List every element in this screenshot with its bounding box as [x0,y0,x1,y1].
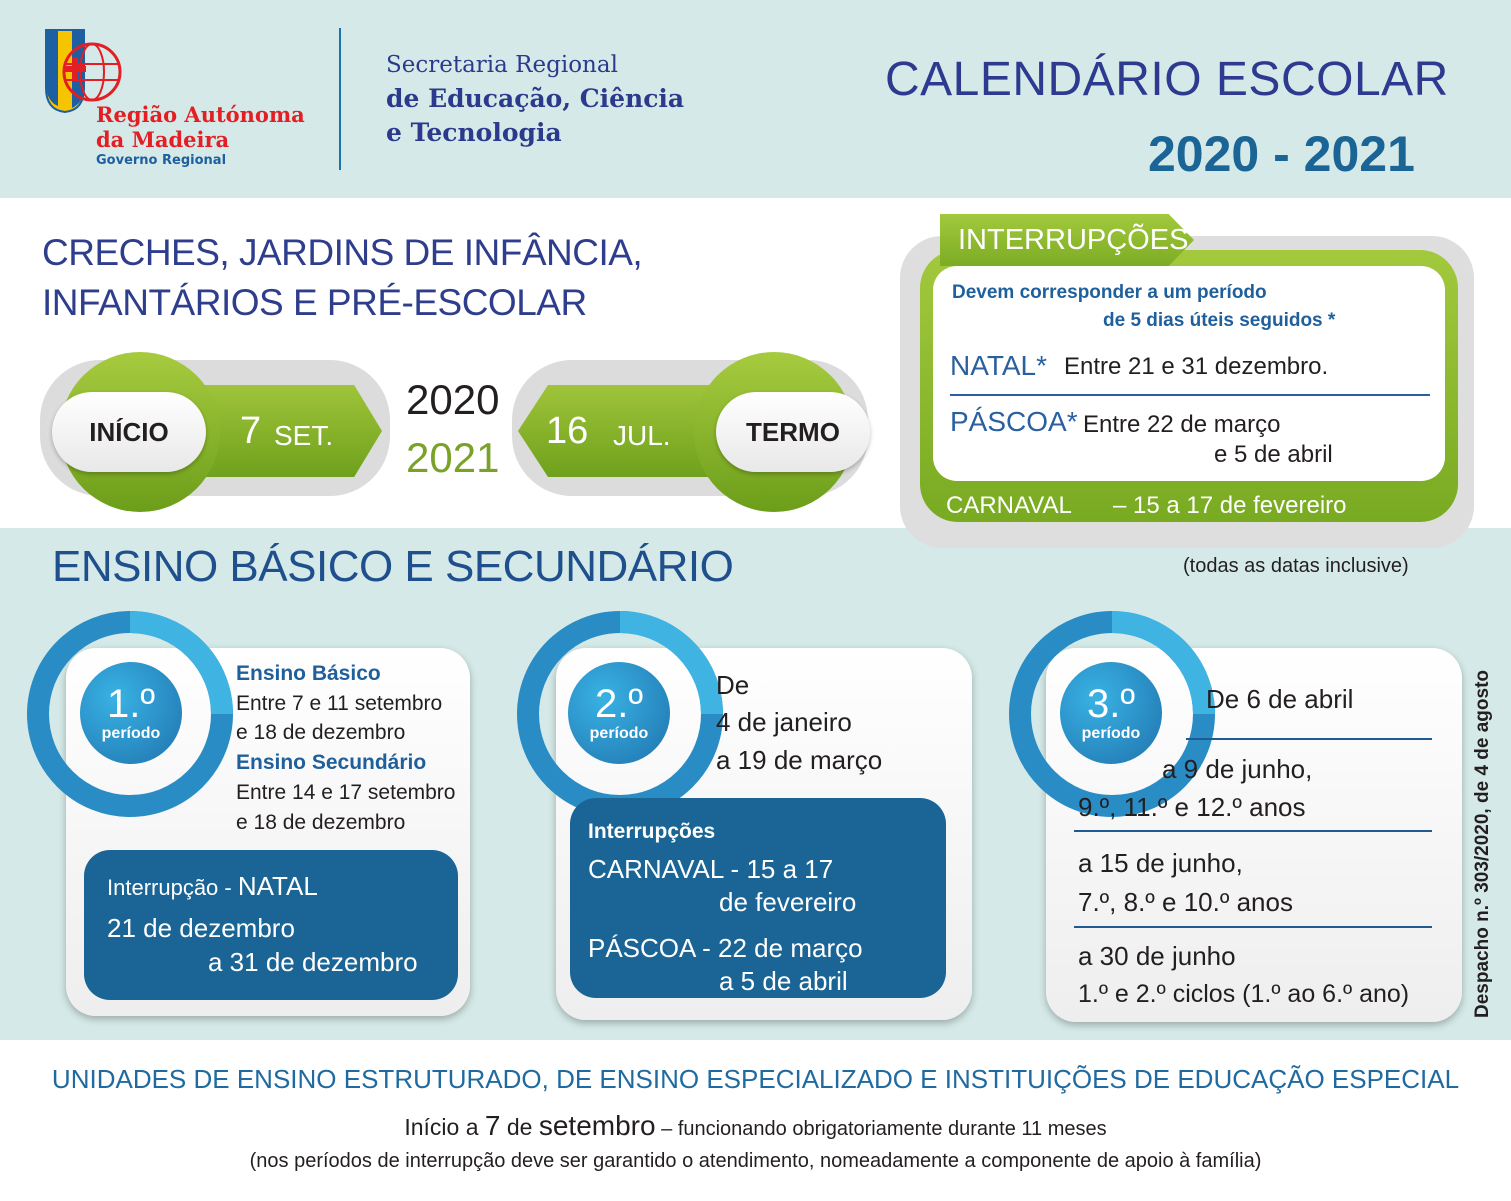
periodo-3-number: 3.º [1087,682,1135,726]
p2-box-carnaval-1: CARNAVAL - 15 a 17 [588,854,834,884]
termo-day: 16 [546,410,589,452]
interrupcoes-desc-line1: Devem corresponder a um período [952,282,1267,303]
footer-line2-c: de [500,1114,539,1140]
globe-cross-icon [56,36,128,108]
pascoa-label: PÁSCOA* [950,406,1078,437]
despacho-reference: Despacho n.º 303/2020, de 4 de agosto [1472,669,1493,1018]
dates-inclusive-note: (todas as datas inclusive) [1183,555,1409,577]
p1-secundario-line1: Entre 14 e 17 setembro [236,781,456,804]
termo-month: JUL. [613,420,671,451]
p1-box-line2: a 31 de dezembro [208,947,418,977]
p1-box-label [107,871,318,902]
p3-a-line2: 9.º, 11.º e 12.º anos [1078,792,1306,822]
year-start: 2020 [406,376,500,423]
p3-c-line1: a 30 de junho [1078,941,1236,971]
periodo-2-label: período [589,725,649,742]
p2-box-title: Interrupções [588,820,716,843]
carnaval-value: – 15 a 17 de fevereiro [1113,492,1347,519]
inicio-label: INÍCIO [52,392,206,472]
region-name-line2: da Madeira [96,127,230,152]
interrupcoes-tab-label: INTERRUPÇÕES [958,224,1189,256]
creches-title-line2: INFANTÁRIOS E PRÉ-ESCOLAR [42,282,587,323]
pascoa-value-line1: Entre 22 de março [1083,411,1281,438]
periodo-1-number: 1.º [107,682,155,726]
inicio-day: 7 [240,410,262,452]
inicio-month: SET. [274,420,334,451]
p3-b-line1: a 15 de junho, [1078,848,1243,878]
p1-basico-title: Ensino Básico [236,662,381,685]
p2-line3: a 19 de março [716,745,883,775]
p3-a-line1: a 9 de junho, [1162,754,1313,784]
periodo-2-badge [568,662,670,764]
p3-divider-2 [1074,830,1432,832]
secretaria-line3: e Tecnologia [386,118,562,147]
p3-divider-1 [1186,738,1432,740]
footer-title: UNIDADES DE ENSINO ESTRUTURADO, DE ENSINO ESPECIALIZADO E INSTITUIÇÕES DE EDUCAÇÃO ESPECIAL [51,1064,1460,1094]
periodo-3-badge [1060,662,1162,764]
page-title: CALENDÁRIO ESCOLAR [885,53,1449,106]
footer-line3: (nos períodos de interrupção deve ser garantido o atendimento, nomeadamente a componente de apoio à família) [249,1150,1262,1172]
footer-line2-b: 7 [484,1110,501,1141]
p1-box-label-small: Interrupção - [107,875,238,900]
p1-basico-line1: Entre 7 e 11 setembro [236,692,443,715]
p2-box-pascoa-2: a 5 de abril [719,966,848,996]
year-end: 2021 [406,434,500,481]
periodo-3-label: período [1081,725,1141,742]
p1-box-line1: 21 de dezembro [107,913,295,943]
header-divider [339,28,341,170]
p1-secundario-line2: e 18 de dezembro [236,811,406,834]
region-name-line1: Região Autónoma [96,102,305,127]
creches-title-line1: CRECHES, JARDINS DE INFÂNCIA, [42,232,643,273]
termo-label: TERMO [716,392,870,472]
ensino-title: ENSINO BÁSICO E SECUNDÁRIO [52,542,734,591]
carnaval-label: CARNAVAL [946,492,1072,519]
p3-c-line2: 1.º e 2.º ciclos (1.º ao 6.º ano) [1078,980,1410,1008]
periodo-2-number: 2.º [595,682,643,726]
p3-b-line2: 7.º, 8.º e 10.º anos [1078,887,1293,917]
interrupcoes-desc-line2: de 5 dias úteis seguidos * [1103,310,1336,331]
p3-start: De 6 de abril [1206,684,1354,714]
p2-box-carnaval-2: de fevereiro [719,887,857,917]
p1-basico-line2: e 18 de dezembro [236,721,406,744]
p1-box-label-big: NATAL [237,871,318,901]
secretaria-line2: de Educação, Ciência [386,84,685,113]
natal-value: Entre 21 e 31 dezembro. [1064,353,1329,380]
p2-box-pascoa-1: PÁSCOA - 22 de março [588,933,863,963]
footer-line2-d: setembro [538,1110,656,1141]
periodo-1-badge [80,662,182,764]
p2-line1: De [716,670,750,700]
secretaria-line1: Secretaria Regional [386,52,618,78]
footer-line2-e: – funcionando obrigatoriamente durante 11 meses [655,1118,1107,1140]
p3-divider-3 [1074,926,1432,928]
interrupcoes-divider [950,394,1430,396]
natal-label: NATAL* [950,350,1047,381]
region-government: Governo Regional [96,153,227,168]
p1-secundario-title: Ensino Secundário [236,751,427,774]
p2-line2: 4 de janeiro [716,707,852,737]
periodo-1-label: período [101,725,161,742]
footer-line2 [0,1110,1511,1142]
footer-line2-a: Início a [404,1114,485,1140]
school-year: 2020 - 2021 [1148,126,1415,182]
pascoa-value-line2: e 5 de abril [1214,441,1333,468]
